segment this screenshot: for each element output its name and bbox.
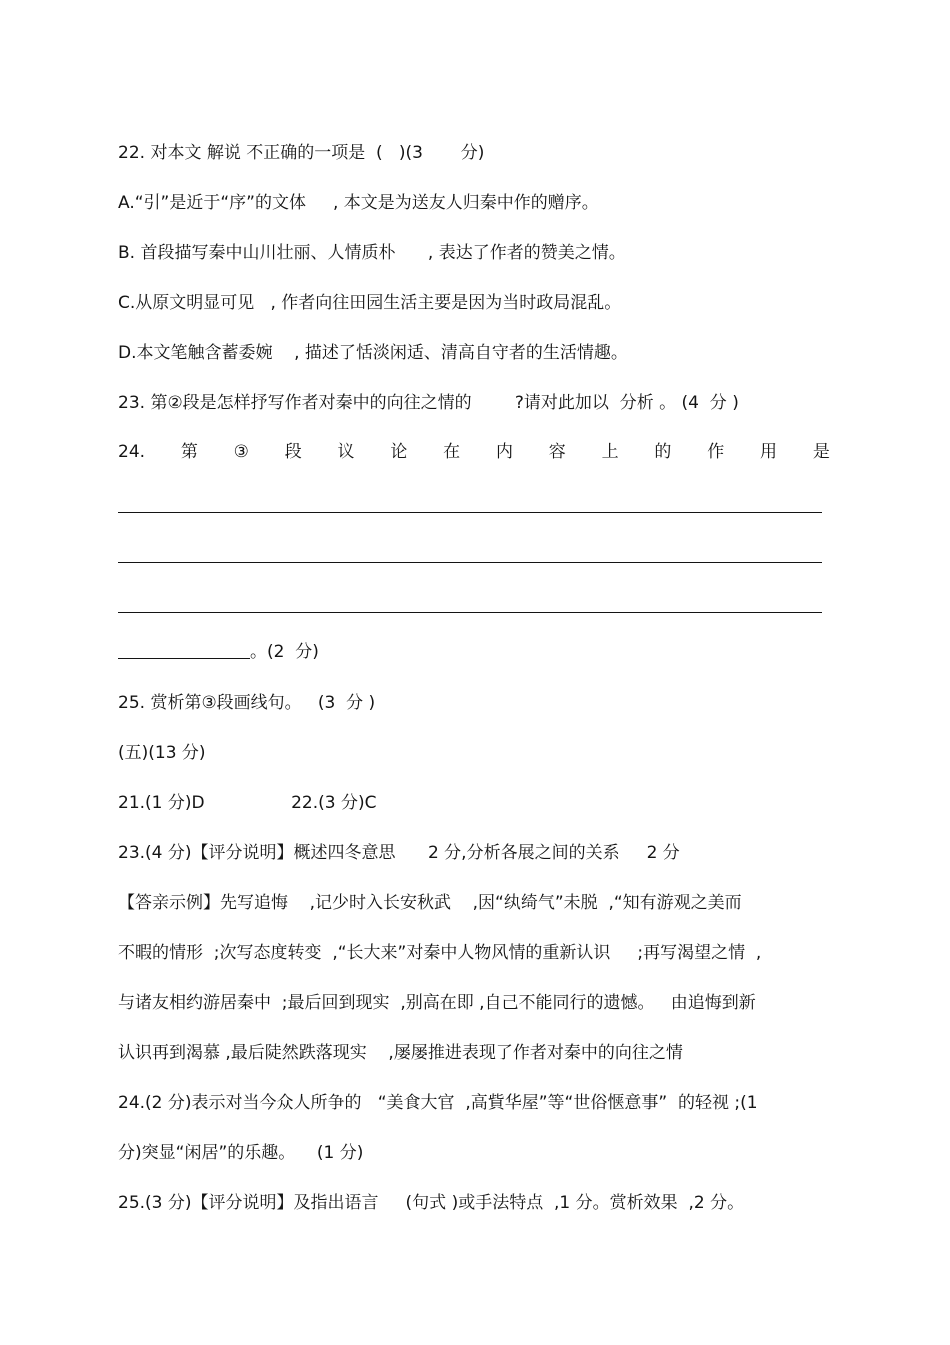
q24-char: 作: [707, 442, 725, 462]
answer-blank-short[interactable]: [118, 658, 250, 660]
question-24: [118, 440, 830, 464]
answer-24: 24.(2 分)表示对当今众人所争的 “美食大官 ,高貲华屋”等“世俗惬意事” 的轻视 ;(1: [118, 1093, 758, 1113]
answer-21-22: 21.(1 分)D 22.(3 分)C: [118, 793, 377, 813]
q24-char: 容: [548, 442, 566, 462]
q24-char: 论: [390, 442, 408, 462]
q24-char: 是: [812, 442, 830, 462]
answer-25: 25.(3 分)【评分说明】及指出语言 (句式 )或手法特点 ,1 分。赏析效果 ,2 分。: [118, 1193, 745, 1213]
q24-char: 在: [443, 442, 461, 462]
q24-char: 上: [601, 442, 619, 462]
q24-points: 。(2 分): [250, 642, 319, 662]
q24-char: 段: [284, 442, 302, 462]
question-22: 22. 对本文 解说 不正确的一项是 ( )(3 分): [118, 143, 485, 163]
answer-23-example: 【答亲示例】先写追悔 ,记少时入长安秋武 ,因“纨绮气”未脱 ,“知有游观之美而: [118, 893, 742, 913]
answer-section-title: (五)(13 分): [118, 743, 206, 763]
question-25: 25. 赏析第③段画线句。 (3 分 ): [118, 693, 376, 713]
q24-char: 的: [654, 442, 672, 462]
answer-23-rubric: 23.(4 分)【评分说明】概述四冬意思 2 分,分析各展之间的关系 2 分: [118, 843, 680, 863]
answer-blank-line[interactable]: [118, 612, 822, 613]
q24-char: 第: [180, 442, 198, 462]
q24-char: 内: [495, 442, 513, 462]
option-c: C.从原文明显可见 , 作者向往田园生活主要是因为当时政局混乱。: [118, 293, 622, 313]
answer-23-example: 与诸友相约游居秦中 ;最后回到现实 ,别高在即 ,自己不能同行的遗憾。 由追悔到新: [118, 993, 756, 1013]
answer-blank-line[interactable]: [118, 512, 822, 513]
q24-char: 用: [760, 442, 778, 462]
answer-23-example: 不暇的情形 ;次写态度转变 ,“长大来”对秦中人物风情的重新认识 ;再写渴望之情 ,: [118, 943, 762, 963]
option-d: D.本文笔触含蓄委婉 , 描述了恬淡闲适、清高自守者的生活情趣。: [118, 343, 628, 363]
q24-char: 议: [337, 442, 355, 462]
answer-blank-line[interactable]: [118, 562, 822, 563]
answer-23-example: 认识再到渴慕 ,最后陡然跌落现实 ,屡屡推进表现了作者对秦中的向往之情: [118, 1043, 683, 1063]
option-a: A.“引”是近于“序”的文体 , 本文是为送友人归秦中作的赠序。: [118, 193, 599, 213]
option-b: B. 首段描写秦中山川壮丽、人情质朴 , 表达了作者的赞美之情。: [118, 243, 626, 263]
q24-last-line: [118, 640, 319, 664]
q24-char: 24.: [118, 442, 146, 462]
answer-24: 分)突显“闲居”的乐趣。 (1 分): [118, 1143, 364, 1163]
q24-char: ③: [233, 442, 249, 462]
question-23: 23. 第②段是怎样抒写作者对秦中的向往之情的 ?请对此加以 分析 。 (4 分 ): [118, 393, 739, 413]
